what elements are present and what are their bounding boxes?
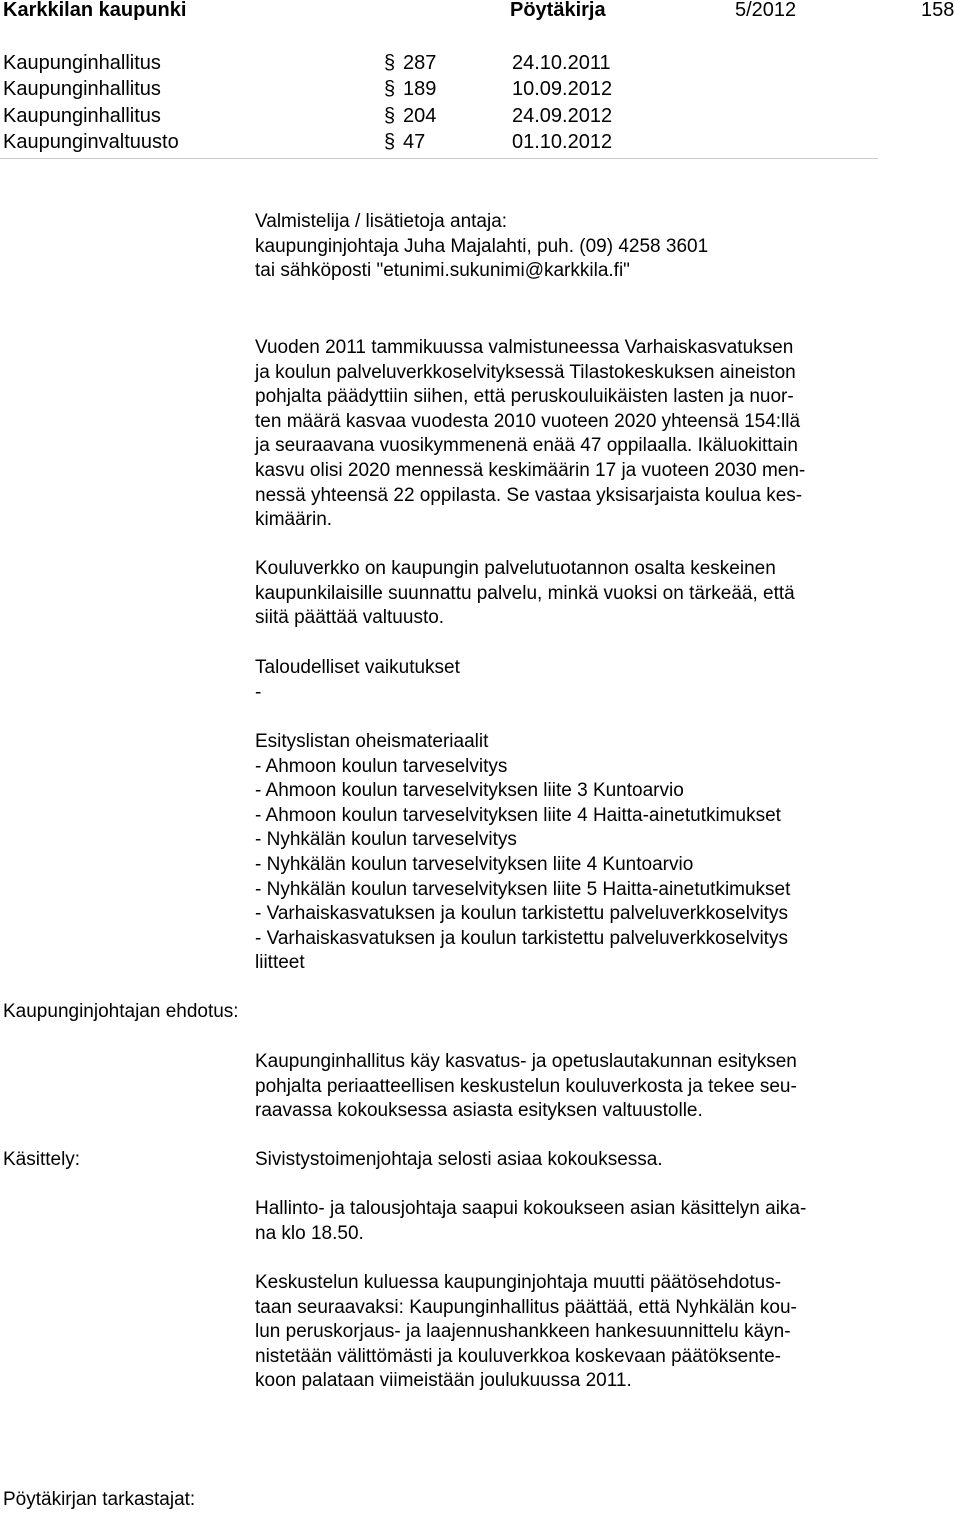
financial-heading: Taloudelliset vaikutukset [255,657,460,678]
history-section: 204 [403,105,437,127]
handling-label: Käsittely: [3,1149,81,1170]
text-line: kimäärin. [255,509,333,531]
organization-name: Karkkilan kaupunki [3,0,187,21]
history-date: 24.09.2012 [512,105,613,127]
financial-value: - [255,681,262,703]
history-row [0,51,878,76]
text-line: Kaupunginhallitus käy kasvatus- ja opetuslautakunnan esityksen [255,1051,797,1072]
history-body: Kaupunginhallitus [3,52,161,74]
history-row [0,77,878,102]
attachment-item: - Ahmoon koulun tarveselvityksen liite 3 Kuntoarvio [255,780,684,802]
text-line: pohjalta päädyttiin siihen, että peruskouluikäisten lasten ja nuor- [255,386,794,408]
attachments-heading: Esityslistan oheismateriaalit [255,731,489,752]
text-line: lun peruskorjaus- ja laajennushankkeen hankesuunnittelu käyn- [255,1321,791,1343]
section-symbol: § [384,52,396,74]
attachments [255,730,875,976]
document-type: Pöytäkirja [510,0,606,21]
history-row [0,130,878,155]
attachment-item: - Ahmoon koulun tarveselvityksen liite 4 Haitta-ainetutkimukset [255,804,781,826]
history-date: 01.10.2012 [512,131,613,153]
text-line: ten määrä kasvaa vuodesta 2010 vuoteen 2020 yhteensä 154:llä [255,410,801,432]
proposal-label: Kaupunginjohtajan ehdotus: [3,1001,239,1022]
history-body: Kaupunginhallitus [3,105,161,127]
financial-effects [255,656,875,705]
history-section: 47 [403,131,426,153]
text-line: Keskustelun kuluessa kaupunginjohtaja muutti päätösehdotus- [255,1272,782,1293]
attachment-item: - Ahmoon koulun tarveselvitys [255,755,508,777]
history-date: 24.10.2011 [512,52,611,74]
text-line: taan seuraavaksi: Kaupunginhallitus päättää, että Nyhkälän kou- [255,1296,797,1318]
proposal-text [255,1050,875,1124]
text-line: na klo 18.50. [255,1222,364,1244]
text-line: nistetään välittömästi ja kouluverkkoa koskevaan päätöksente- [255,1345,781,1367]
text-line: kasvu olisi 2020 mennessä keskimäärin 17 ja vuoteen 2030 men- [255,459,806,481]
handling-paragraph [255,1197,875,1246]
history-section: 287 [403,52,437,74]
text-line: pohjalta periaatteellisen keskustelun kouluverkosta ja tekee seu- [255,1075,797,1097]
preparer-email: tai sähköposti "etunimi.sukunimi@karkkila.fi" [255,260,630,282]
attachment-item: - Nyhkälän koulun tarveselvityksen liite 4 Kuntoarvio [255,853,694,875]
attachment-item: - Nyhkälän koulun tarveselvitys [255,829,517,851]
attachment-item: - Varhaiskasvatuksen ja koulun tarkistettu palveluverkkoselvitys [255,927,788,949]
page-header [0,0,960,24]
text-line: koon palataan viimeistään joulukuussa 2011. [255,1370,632,1392]
document-number: 5/2012 [735,0,797,21]
handling-paragraph [255,1148,875,1173]
history-body: Kaupunginhallitus [3,78,161,100]
preparer-heading: Valmistelija / lisätietoja antaja: [255,211,508,232]
minutes-checkers-label: Pöytäkirjan tarkastajat: [3,1489,196,1510]
background-paragraph [255,336,875,533]
text-line: Vuoden 2011 tammikuussa valmistuneessa Varhaiskasvatuksen [255,337,794,358]
text-line: ja koulun palveluverkkoselvityksessä Tilastokeskuksen aineiston [255,361,796,383]
preparer-info [255,210,875,284]
text-line: Hallinto- ja talousjohtaja saapui kokoukseen asian käsittelyn aika- [255,1198,807,1219]
text-line: Kouluverkko on kaupungin palvelutuotannon osalta keskeinen [255,558,776,579]
text-line: siitä päättää valtuusto. [255,607,445,629]
page-number: 158 [921,0,955,21]
text-line: kaupunkilaisille suunnattu palvelu, minkä vuoksi on tärkeää, että [255,582,795,604]
preparer-contact: kaupunginjohtaja Juha Majalahti, puh. (09) 4258 3601 [255,235,709,257]
text-line: raavassa kokouksessa asiasta esityksen valtuustolle. [255,1100,703,1122]
history-row [0,104,878,129]
handling-history [0,51,878,159]
section-symbol: § [384,105,396,127]
history-date: 10.09.2012 [512,78,613,100]
attachment-item: - Varhaiskasvatuksen ja koulun tarkistettu palveluverkkoselvitys [255,903,788,925]
attachment-item: liitteet [255,952,305,974]
handling-paragraph [255,1271,875,1394]
section-symbol: § [384,78,396,100]
text-line: nessä yhteensä 22 oppilasta. Se vastaa yksisarjaista koulua kes- [255,484,803,506]
text-line: Sivistystoimenjohtaja selosti asiaa kokouksessa. [255,1149,663,1170]
history-section: 189 [403,78,437,100]
text-line: ja seuraavana vuosikymmenenä enää 47 oppilaalla. Ikäluokittain [255,435,798,457]
history-body: Kaupunginvaltuusto [3,131,179,153]
background-paragraph [255,557,875,631]
section-symbol: § [384,131,396,153]
attachment-item: - Nyhkälän koulun tarveselvityksen liite 5 Haitta-ainetutkimukset [255,878,791,900]
